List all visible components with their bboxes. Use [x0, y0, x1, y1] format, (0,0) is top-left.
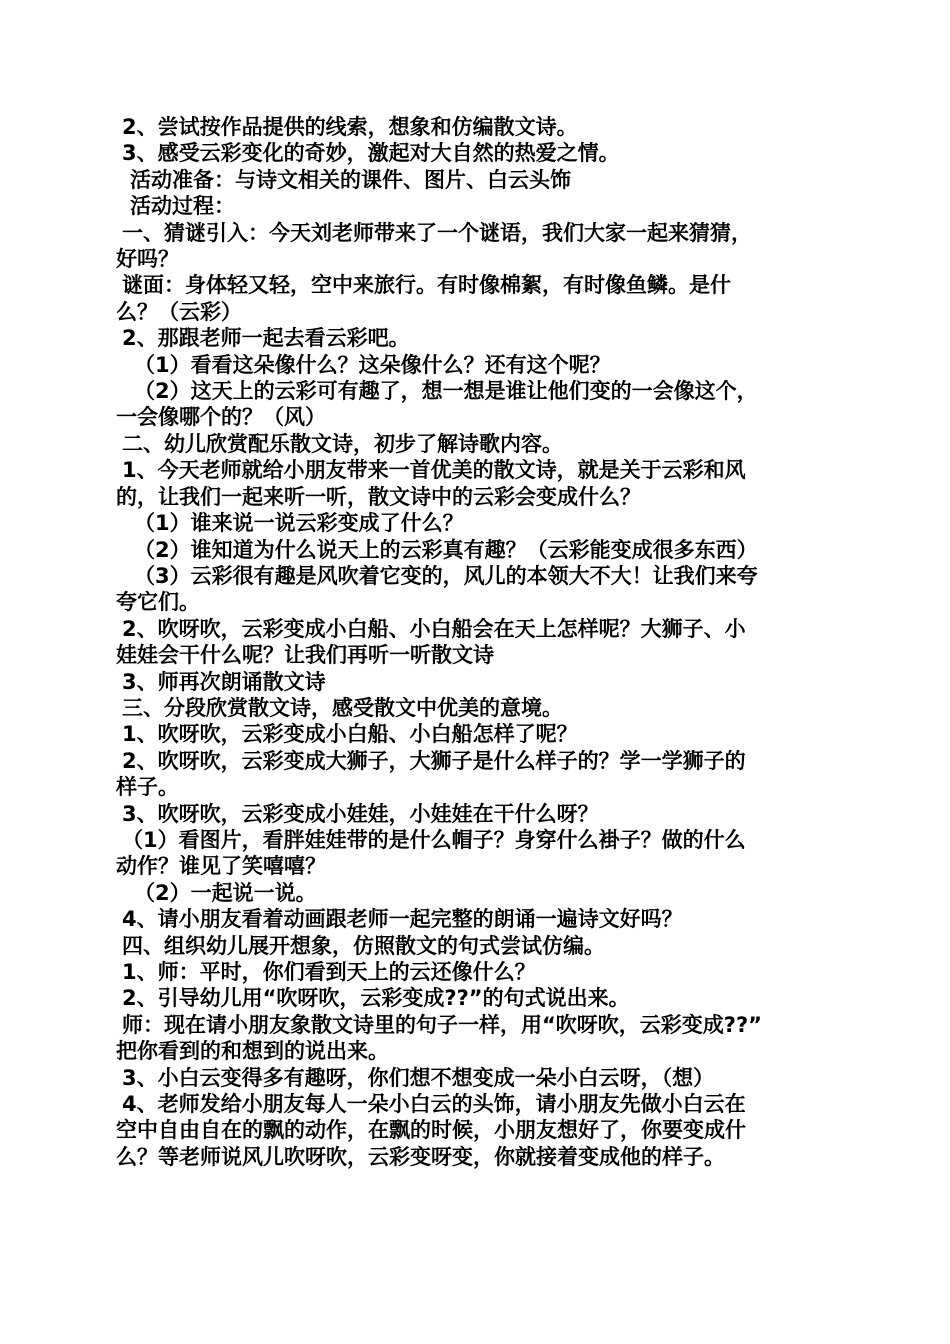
- text-line: 1、今天老师就给小朋友带来一首优美的散文诗，就是关于云彩和风: [122, 458, 746, 483]
- text-line: 样子。: [116, 775, 179, 800]
- text-line: 四、组织幼儿展开想象，仿照散文的句式尝试仿编。: [122, 933, 605, 958]
- text-line: 动作？谁见了笑嘻嘻？: [116, 854, 326, 879]
- text-line: 3、师再次朗诵散文诗: [122, 669, 326, 694]
- text-line: 一、猜谜引入：今天刘老师带来了一个谜语，我们大家一起来猜猜，: [122, 220, 752, 245]
- text-line: 3、感受云彩变化的奇妙，激起对大自然的热爱之情。: [122, 141, 620, 166]
- text-line: （1）谁来说一说云彩变成了什么？: [134, 511, 464, 536]
- text-line: 2、吹呀吹，云彩变成小白船、小白船会在天上怎样呢？大狮子、小: [122, 616, 746, 641]
- text-line: （2）谁知道为什么说天上的云彩真有趣？（云彩能变成很多东西）: [134, 537, 758, 562]
- text-line: 谜面：身体轻又轻，空中来旅行。有时像棉絮，有时像鱼鳞。是什: [122, 273, 731, 298]
- text-line: 三、分段欣赏散文诗，感受散文中优美的意境。: [122, 695, 563, 720]
- text-line: 2、吹呀吹，云彩变成大狮子，大狮子是什么样子的？学一学狮子的: [122, 748, 746, 773]
- text-line: 2、引导幼儿用“吹呀吹，云彩变成??”的句式说出来。: [122, 986, 630, 1011]
- text-line: （1）看看这朵像什么？这朵像什么？还有这个呢？: [134, 352, 611, 377]
- text-line: （3）云彩很有趣是风吹着它变的，风儿的本领大不大！让我们来夸: [134, 563, 758, 588]
- text-line: 么？等老师说风儿吹呀吹，云彩变呀变，你就接着变成他的样子。: [116, 1144, 725, 1169]
- text-line: 2、那跟老师一起去看云彩吧。: [122, 326, 410, 351]
- text-line: 好吗？: [116, 247, 179, 272]
- lesson-plan-text: [116, 114, 836, 1170]
- text-line: 4、老师发给小朋友每人一朵小白云的头饰，请小朋友先做小白云在: [122, 1092, 746, 1117]
- text-line: 二、幼儿欣赏配乐散文诗，初步了解诗歌内容。: [122, 431, 563, 456]
- text-line: 的，让我们一起来听一听，散文诗中的云彩会变成什么？: [116, 484, 641, 509]
- text-line: 活动过程：: [130, 194, 235, 219]
- text-line: 3、吹呀吹，云彩变成小娃娃，小娃娃在干什么呀？: [122, 801, 599, 826]
- text-line: 3、小白云变得多有趣呀，你们想不想变成一朵小白云呀，（想）: [122, 1065, 715, 1090]
- text-line: 4、请小朋友看着动画跟老师一起完整的朗诵一遍诗文好吗？: [122, 907, 683, 932]
- text-line: 1、吹呀吹，云彩变成小白船、小白船怎样了呢？: [122, 722, 578, 747]
- text-line: 一会像哪个的？（风）: [116, 405, 326, 430]
- text-line: （1）看图片，看胖娃娃带的是什么帽子？身穿什么褂子？做的什么: [122, 827, 746, 852]
- text-line: 师：现在请小朋友象散文诗里的句子一样，用“吹呀吹，云彩变成??”: [122, 1012, 762, 1037]
- text-line: 么？（云彩）: [116, 299, 242, 324]
- text-line: 娃娃会干什么呢？让我们再听一听散文诗: [116, 643, 494, 668]
- text-line: 2、尝试按作品提供的线索，想象和仿编散文诗。: [122, 115, 578, 139]
- text-line: 活动准备：与诗文相关的课件、图片、白云头饰: [130, 167, 571, 192]
- text-line: （2）一起说一说。: [134, 880, 317, 905]
- text-line: 把你看到的和想到的说出来。: [116, 1039, 389, 1064]
- text-line: （2）这天上的云彩可有趣了，想一想是谁让他们变的一会像这个，: [134, 379, 758, 404]
- text-line: 1、师：平时，你们看到天上的云还像什么？: [122, 960, 536, 984]
- text-line: 空中自由自在的飘的动作，在飘的时候，小朋友想好了，你要变成什: [116, 1118, 746, 1143]
- text-line: 夸它们。: [116, 590, 200, 615]
